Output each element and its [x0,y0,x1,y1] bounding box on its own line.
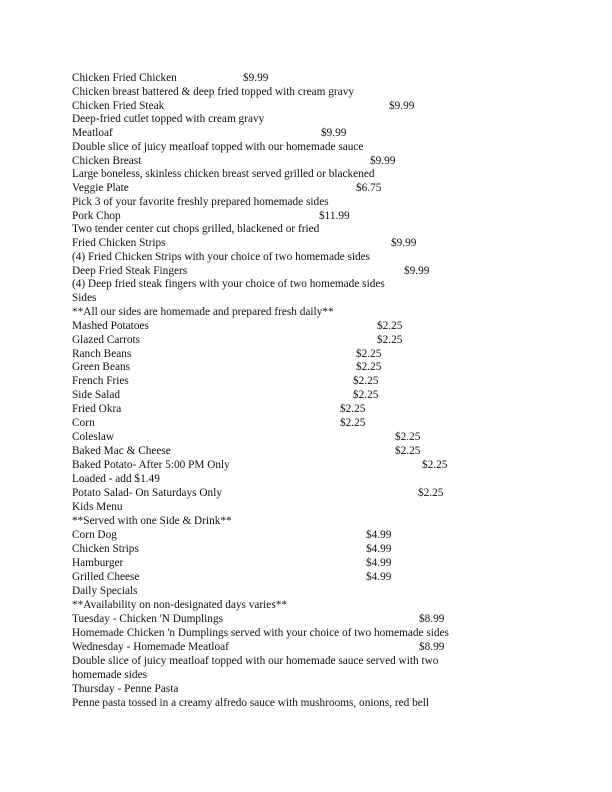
side-price: $2.25 [395,445,421,457]
kids-item-name: Hamburger [72,557,124,569]
entree-description: Large boneless, skinless chicken breast served grilled or blackened [72,168,375,180]
sides-note: **All our sides are homemade and prepared fresh daily** [72,306,334,318]
side-name: Ranch Beans [72,348,132,360]
side-price: $2.25 [340,403,366,415]
special-name: Tuesday - Chicken 'N Dumplings [72,613,223,625]
side-name: Corn [72,417,95,429]
entree-name: Deep Fried Steak Fingers [72,265,188,277]
side-name: Glazed Carrots [72,334,141,346]
entree-description: Double slice of juicy meatloaf topped with our homemade sauce [72,141,364,153]
special-description: Homemade Chicken 'n Dumplings served with your choice of two homemade sides [72,627,449,639]
special-name: Thursday - Penne Pasta [72,683,179,695]
side-name: Potato Salad- On Saturdays Only [72,487,222,499]
entree-name: Meatloaf [72,127,113,139]
side-price: $2.25 [356,348,382,360]
side-name: Baked Mac & Cheese [72,445,171,457]
section-heading-kids: Kids Menu [72,501,123,513]
entree-name: Chicken Fried Steak [72,100,165,112]
special-description: Double slice of juicy meatloaf topped with our homemade sauce served with two [72,655,439,667]
special-price: $8.99 [419,613,445,625]
entree-description: (4) Fried Chicken Strips with your choice of two homemade sides [72,251,371,263]
entree-name: Chicken Breast [72,155,142,167]
entree-description: Pick 3 of your favorite freshly prepared homemade sides [72,196,329,208]
side-price: $2.25 [418,487,444,499]
entree-price: $9.99 [321,127,347,139]
side-price: $2.25 [422,459,448,471]
entree-price: $9.99 [370,155,396,167]
entree-name: Chicken Fried Chicken [72,72,177,84]
entree-name: Veggie Plate [72,182,129,194]
kids-item-price: $4.99 [366,529,392,541]
side-price: $2.25 [340,417,366,429]
entree-description: Two tender center cut chops grilled, blackened or fried [72,223,320,235]
special-description-continued: homemade sides [72,669,147,681]
special-description: Penne pasta tossed in a creamy alfredo sauce with mushrooms, onions, red bell [72,697,430,709]
specials-note: **Availability on non-designated days varies** [72,599,288,611]
side-name: Coleslaw [72,431,115,443]
side-name: French Fries [72,375,129,387]
entree-price: $9.99 [389,100,415,112]
kids-item-name: Corn Dog [72,529,117,541]
entree-description: Deep-fried cutlet topped with cream gravy [72,113,265,125]
kids-item-name: Grilled Cheese [72,571,140,583]
entree-name: Fried Chicken Strips [72,237,166,249]
side-name: Baked Potato- After 5:00 PM Only [72,459,230,471]
entree-price: $9.99 [243,72,269,84]
side-price: $2.25 [377,334,403,346]
side-price: $2.25 [356,361,382,373]
section-heading-sides: Sides [72,292,97,304]
side-name: Mashed Potatoes [72,320,149,332]
entree-description: Chicken breast battered & deep fried topped with cream gravy [72,86,354,98]
special-price: $8.99 [419,641,445,653]
special-name: Wednesday - Homemade Meatloaf [72,641,229,653]
kids-item-price: $4.99 [366,543,392,555]
loaded-note: Loaded - add $1.49 [72,473,160,485]
kids-item-price: $4.99 [366,571,392,583]
side-price: $2.25 [353,375,379,387]
section-heading-specials: Daily Specials [72,585,138,597]
kids-item-name: Chicken Strips [72,543,139,555]
kids-note: **Served with one Side & Drink** [72,515,232,527]
side-price: $2.25 [395,431,421,443]
side-name: Green Beans [72,361,131,373]
entree-price: $11.99 [319,210,350,222]
entree-price: $6.75 [356,182,382,194]
entree-description: (4) Deep fried steak fingers with your choice of two homemade sides [72,278,385,290]
side-price: $2.25 [353,389,379,401]
side-price: $2.25 [377,320,403,332]
entree-price: $9.99 [404,265,430,277]
side-name: Side Salad [72,389,121,401]
side-name: Fried Okra [72,403,122,415]
entree-price: $9.99 [391,237,417,249]
kids-item-price: $4.99 [366,557,392,569]
entree-name: Pork Chop [72,210,121,222]
